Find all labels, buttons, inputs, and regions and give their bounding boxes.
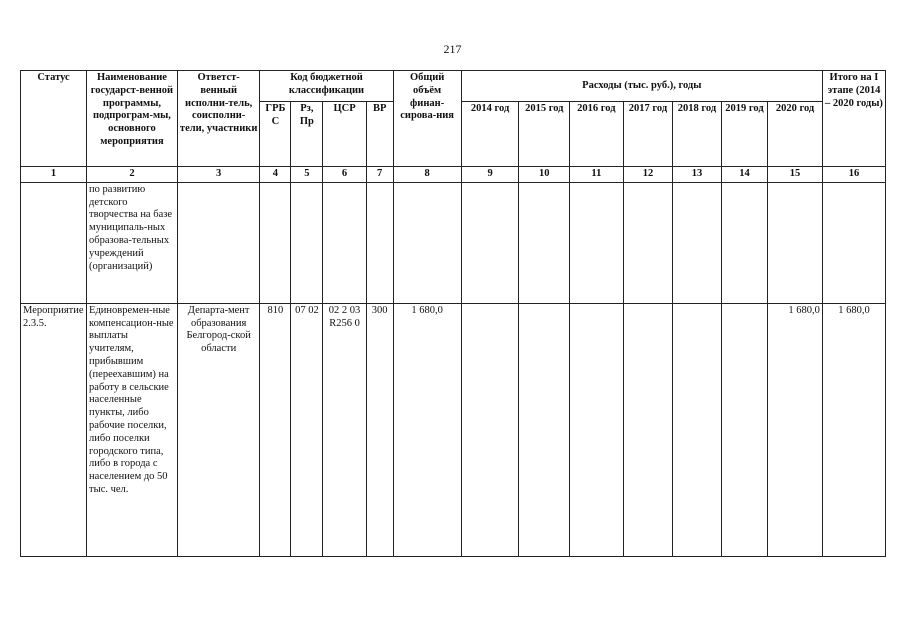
column-number: 4 [260, 167, 291, 183]
column-number: 5 [291, 167, 323, 183]
column-number: 9 [461, 167, 519, 183]
row-rz-pr: 07 02 [291, 303, 323, 556]
row-rz-pr [291, 182, 323, 303]
header-vr: ВР [366, 102, 393, 167]
header-year: 2016 год [570, 102, 624, 167]
column-number-row [21, 167, 886, 183]
row-vr [366, 182, 393, 303]
row-year-value [768, 182, 823, 303]
table-row [21, 303, 886, 556]
row-csr: 02 2 03 R256 0 [323, 303, 366, 556]
header-year: 2015 год [519, 102, 570, 167]
row-year-value [623, 303, 673, 556]
row-grbs: 810 [260, 303, 291, 556]
column-number: 1 [21, 167, 87, 183]
row-status [21, 182, 87, 303]
header-status: Статус [21, 71, 87, 167]
column-number: 14 [721, 167, 767, 183]
header-year: 2014 год [461, 102, 519, 167]
header-year: 2018 год [673, 102, 722, 167]
header-executor: Ответст-венный исполни-тель, соисполни-тели, участники [177, 71, 260, 167]
column-number: 16 [822, 167, 885, 183]
row-grbs [260, 182, 291, 303]
row-stage-total [822, 182, 885, 303]
header-csr: ЦСР [323, 102, 366, 167]
budget-table [20, 70, 886, 557]
column-number: 8 [393, 167, 461, 183]
column-number: 15 [768, 167, 823, 183]
row-year-value [673, 303, 722, 556]
column-number: 2 [87, 167, 178, 183]
row-vr: 300 [366, 303, 393, 556]
header-stage-total: Итого на I этапе (2014 – 2020 годы) [822, 71, 885, 167]
table-row [21, 182, 886, 303]
row-year-value [570, 303, 624, 556]
header-year: 2019 год [721, 102, 767, 167]
row-status: Мероприятие 2.3.5. [21, 303, 87, 556]
column-number: 10 [519, 167, 570, 183]
row-year-value [519, 303, 570, 556]
header-year: 2020 год [768, 102, 823, 167]
header-program-name: Наименование государст-венной программы, подпрограм-мы, основного мероприятия [87, 71, 178, 167]
row-year-value [461, 182, 519, 303]
row-year-value [673, 182, 722, 303]
row-total [393, 182, 461, 303]
header-budget-code: Код бюджетной классификации [260, 71, 393, 102]
header-rz-pr: Рз, Пр [291, 102, 323, 167]
header-row-1 [21, 71, 886, 102]
column-number: 12 [623, 167, 673, 183]
header-total: Общий объём финан-сирова-ния [393, 71, 461, 167]
row-executor: Департа-мент образования Белгород-ской области [177, 303, 260, 556]
row-year-value [721, 182, 767, 303]
header-expenses: Расходы (тыс. руб.), годы [461, 71, 822, 102]
column-number: 6 [323, 167, 366, 183]
row-stage-total: 1 680,0 [822, 303, 885, 556]
column-number: 11 [570, 167, 624, 183]
row-year-value: 1 680,0 [768, 303, 823, 556]
page-number: 217 [443, 42, 462, 56]
row-year-value [623, 182, 673, 303]
row-executor [177, 182, 260, 303]
header-year: 2017 год [623, 102, 673, 167]
column-number: 13 [673, 167, 722, 183]
row-program-name: по развитию детского творчества на базе муниципаль-ных образова-тельных учреждений (организаций) [87, 182, 178, 303]
row-total: 1 680,0 [393, 303, 461, 556]
row-year-value [461, 303, 519, 556]
row-year-value [570, 182, 624, 303]
column-number: 7 [366, 167, 393, 183]
row-csr [323, 182, 366, 303]
row-program-name: Единовремен-ные компенсацион-ные выплаты учителям, прибывшим (переехавшим) на работу в сельские населенные пункты, либо рабочие поселки, либо поселки городского типа, либо в города с населением до 50 тыс. чел. [87, 303, 178, 556]
row-year-value [519, 182, 570, 303]
header-grbs: ГРБ С [260, 102, 291, 167]
row-year-value [721, 303, 767, 556]
column-number: 3 [177, 167, 260, 183]
